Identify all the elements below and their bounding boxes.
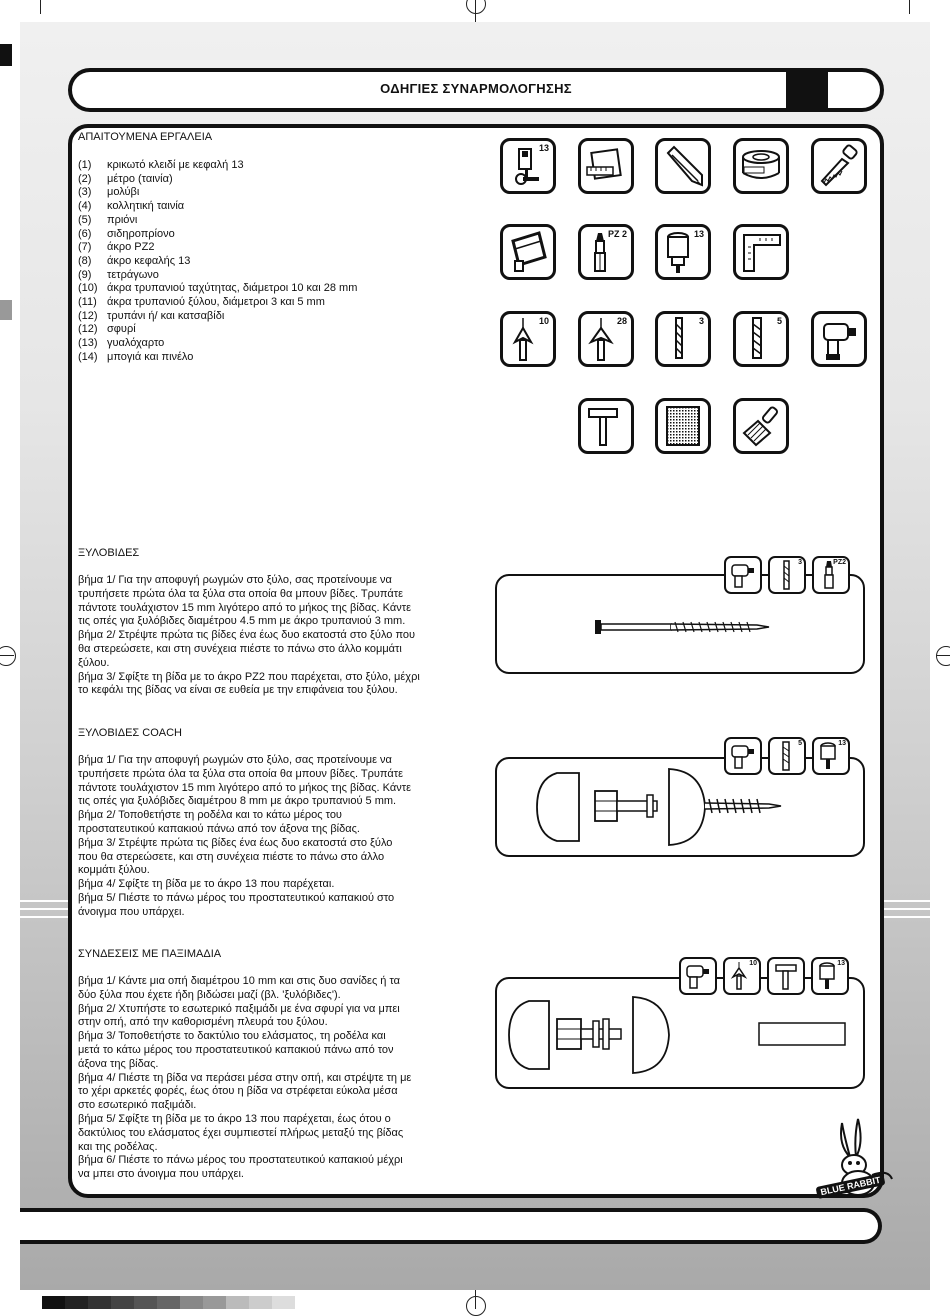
wood-drill-bit-3-icon: 3: [655, 311, 711, 367]
registration-mark: [466, 1296, 486, 1316]
section-heading: ΣΥΝΔΕΣΕΙΣ ΜΕ ΠΑΞΙΜΑΔΙΑ: [78, 948, 222, 960]
power-drill-icon: [679, 957, 717, 995]
list-item: (11) άκρα τρυπανιού ξύλου, διάμετροι 3 και 5 mm: [78, 296, 325, 309]
coach-screw-diagram: [495, 757, 865, 857]
crop-mark: [909, 0, 910, 14]
pencil-icon: [655, 138, 711, 194]
swatch: [180, 1296, 203, 1309]
tape-measure-icon: [578, 138, 634, 194]
wood-drill-bit-5-icon: 5: [733, 311, 789, 367]
nut-connection-diagram: [495, 977, 865, 1089]
power-drill-icon: [724, 556, 762, 594]
registration-mark: [0, 646, 16, 666]
list-item: (4) κολλητική ταινία: [78, 200, 185, 213]
woodscrew-diagram: [495, 574, 865, 674]
hammer-icon: [578, 398, 634, 454]
swatch: [272, 1296, 295, 1309]
swatch: [42, 1296, 65, 1309]
swatch: [111, 1296, 134, 1309]
swatch: [203, 1296, 226, 1309]
registration-mark: [936, 646, 950, 666]
tools-heading: ΑΠΑΙΤΟΥΜΕΝΑ ΕΡΓΑΛΕΙΑ: [78, 131, 213, 143]
list-item: (5) πριόνι: [78, 213, 138, 226]
spade-bit-28-icon: 28: [578, 311, 634, 367]
list-item: (9) τετράγωνο: [78, 268, 159, 281]
spade-bit-icon: 10: [723, 957, 761, 995]
sandpaper-icon: [655, 398, 711, 454]
list-item: (2) μέτρο (ταινία): [78, 172, 173, 185]
swatch: [65, 1296, 88, 1309]
swatch: [157, 1296, 180, 1309]
logo-wordmark: BLUE RABBIT: [816, 1173, 886, 1199]
list-item: (1) κρικωτό κλειδί με κεφαλή 13: [78, 159, 244, 171]
crop-mark: [40, 0, 41, 14]
socket-bit-icon: 13: [655, 224, 711, 280]
socket-bit-icon: 13: [811, 957, 849, 995]
color-swatches: [42, 1296, 295, 1309]
list-item: (3) μολύβι: [78, 186, 140, 199]
swatch: [134, 1296, 157, 1309]
pz2-bit-icon: PZ2: [812, 556, 850, 594]
list-item: (12) σφυρί: [78, 323, 136, 336]
list-item: (14) μπογιά και πινέλο: [78, 350, 194, 363]
list-item: (13) γυαλόχαρτο: [78, 337, 165, 350]
square-ruler-icon: [733, 224, 789, 280]
swatch: [249, 1296, 272, 1309]
saw-icon: [811, 138, 867, 194]
socket-bit-icon: 13: [812, 737, 850, 775]
wood-drill-bit-icon: 3: [768, 556, 806, 594]
power-drill-icon: [811, 311, 867, 367]
wrench-icon: 13: [500, 138, 556, 194]
registration-mark: [466, 0, 486, 14]
footer-bar: [20, 1208, 882, 1244]
spade-bit-10-icon: 10: [500, 311, 556, 367]
paint-brush-icon: [733, 398, 789, 454]
power-drill-icon: [724, 737, 762, 775]
list-item: (6) σιδηροπρίονο: [78, 227, 175, 240]
list-item: (10) άκρα τρυπανιού ταχύτητας, διάμετροι 10 και 28 mm: [78, 282, 358, 295]
page-title: ΟΔΗΓΙΕΣ ΣΥΝΑΡΜΟΛΟΓΗΣΗΣ: [380, 81, 572, 96]
swatch: [88, 1296, 111, 1309]
list-item: (12) τρυπάνι ή/ και κατσαβίδι: [78, 309, 225, 322]
wood-drill-bit-icon: 5: [768, 737, 806, 775]
instructions-text: βήμα 1/ Για την αποφυγή ρωγμών στο ξύλο, σας προτείνουμε να τρυπήσετε πρώτα όλα τα ξύλα στα οποία θα μπουν βίδες. Τρυπάτε πάντοτε τουλάχιστον 15 mm λιγότερο από το μήκος της βίδας. Κάντε τις οπές για ξυλόβιδες διαμέτρου 8 mm με άκρο τρυπανιού 5 mm. βήμα 2/ Τοποθετήστε τη ροδέλα και το κάτω μέρος του προστατευτικού καπακιού πάνω από τον άξονα της βίδας. βήμα 3/ Στρέψτε πρώτα τις βίδες ένα έως δυο εκατοστά στο ξύλο που θα στερεώσετε, και στη συνέχεια πιέστε το πάνω στο άλλο κομμάτι ξύλου. βήμα 4/ Σφίξτε τη βίδα με το άκρο 13 που παρέχεται. βήμα 5/ Πιέστε το πάνω μέρος του προστατευτικού καπακιού στο άνοιγμα που υπάρχει.: [78, 754, 411, 918]
list-item: (7) άκρο PZ2: [78, 241, 155, 254]
side-marker: [0, 300, 12, 320]
instructions-text: βήμα 1/ Κάντε μια οπή διαμέτρου 10 mm και στις δυο σανίδες ή τα δύο ξύλα που έχετε ήδη βιδώσει μαζί (βλ. 'ξυλόβιδες'). βήμα 2/ Χτυπήστε το εσωτερικό παξιμάδι με ένα σφυρί για να μπει στην οπή, από την καθορισμένη πλευρά του ξύλου. βήμα 3/ Τοποθετήστε το δακτύλιο του ελάσματος, τη ροδέλα και μετά το κάτω μέρος του προστατευτικού καπακιού πάνω από τον άξονα της βίδας. βήμα 4/ Πιέστε τη βίδα να περάσει μέσα στην οπή, και στρέψτε τη με το χέρι αρκετές φορές, έως ότου η βίδα να στρέφεται εύκολα μέσα στο εσωτερικό παξιμάδι. βήμα 5/ Σφίξτε τη βίδα με το άκρο 13 που παρέχεται, έως ότου ο δακτύλιος του ελάσματος έχει συμπιεστεί πλήρως μεταξύ της βίδας και της ροδέλας. βήμα 6/ Πιέστε το πάνω μέρος του προστατευτικού καπακιού μέχρι να μπει στο άνοιγμα που υπάρχει.: [78, 975, 412, 1181]
hammer-icon: [767, 957, 805, 995]
hacksaw-icon: [500, 224, 556, 280]
title-tab: [786, 72, 828, 108]
instructions-text: βήμα 1/ Για την αποφυγή ρωγμών στο ξύλο, σας προτείνουμε να τρυπήσετε πρώτα όλα τα ξύλα στα οποία θα μπουν βίδες. Τρυπάτε πάντοτε τουλάχιστον 15 mm λιγότερο από το μήκος της βίδας. Κάντε τις οπές για ξυλόβιδες διαμέτρου 4.5 mm με άκρο τρυπανιού 3 mm. βήμα 2/ Στρέψτε πρώτα τις βίδες ένα έως δυο εκατοστά στο ξύλο που θα στερεώσετε, και στη συνέχεια πιέστε το πάνω στο άλλο κομμάτι ξύλου. βήμα 3/ Σφίξτε τη βίδα με το άκρο PZ2 που παρέχεται, στο ξύλο, μέχρι το κεφάλι της βίδας να είναι σε ευθεία με την επιφάνεια του ξύλου.: [78, 574, 420, 697]
pz2-bit-icon: PZ 2: [578, 224, 634, 280]
list-item: (8) άκρο κεφαλής 13: [78, 254, 191, 267]
side-marker: [0, 44, 12, 66]
section-heading: ΞΥΛΟΒΙΔΕΣ: [78, 547, 140, 559]
swatch: [226, 1296, 249, 1309]
adhesive-tape-icon: [733, 138, 789, 194]
tools-list: [78, 159, 357, 365]
section-heading: ΞΥΛΟΒΙΔΕΣ COACH: [78, 727, 183, 739]
title-bar: [68, 68, 884, 112]
